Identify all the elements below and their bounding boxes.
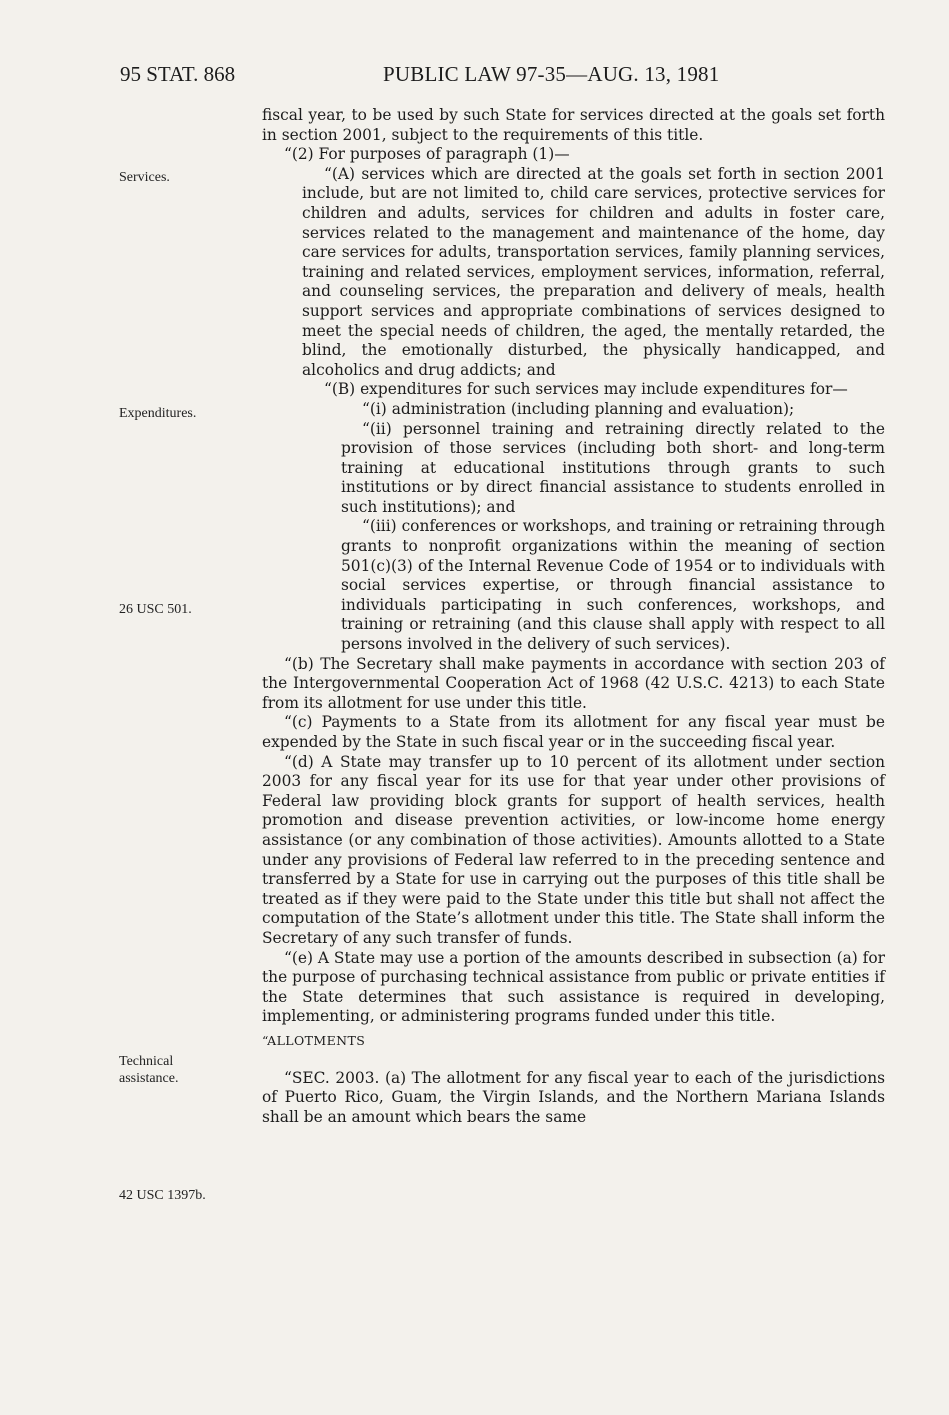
clause-ii: “(ii) personnel training and retraining directly related to the provision of those services (including both short- and long-term training at educational institutions through grants to such institutions or by direct financial assistance to students enrolled in such institutions); and	[341, 419, 885, 516]
page-header	[0, 62, 949, 92]
law-title: PUBLIC LAW 97-35—AUG. 13, 1981	[383, 62, 720, 86]
subparagraph-a: “(A) services which are directed at the goals set forth in section 2001 include, but are not limited to, child care services, protective services for children and adults, services for children and adults in foster care, services related to the management and maintenance of the home, day care services for adults, transportation services, family planning services, training and related services, employment services, information, referral, and counseling services, the preparation and delivery of meals, health support services and appropriate combinations of services designed to meet the special needs of children, the aged, the mentally retarded, the blind, the emotionally disturbed, the physically handicapped, and alcoholics and drug addicts; and	[302, 164, 885, 379]
margin-note-usc-501: 26 USC 501.	[119, 602, 192, 617]
paragraph-2: “(2) For purposes of paragraph (1)—	[284, 145, 570, 164]
margin-note-services: Services.	[119, 170, 170, 185]
subsection-d: “(d) A State may transfer up to 10 percent of its allotment under section 2003 for any fiscal year for its use for that year under other provisions of Federal law providing block grants for support of health services, health promotion and disease prevention activities, or low-income home energy assistance (or any combination of those activities). Amounts allotted to a State under any provisions of Federal law referred to in the preceding sentence and transferred by a State for use in carrying out the purposes of this title shall be treated as if they were paid to the State under this title but shall not affect the computation of the State’s allotment under this title. The State shall inform the Secretary of any such transfer of funds.	[262, 752, 885, 947]
stat-citation: 95 STAT. 868	[120, 62, 236, 86]
subparagraph-b: “(B) expenditures for such services may include expenditures for—	[324, 380, 848, 399]
subsection-b: “(b) The Secretary shall make payments in accordance with section 203 of the Intergovernmental Cooperation Act of 1968 (42 U.S.C. 4213) to each State from its allotment for use under this title.	[262, 654, 885, 712]
subsection-c: “(c) Payments to a State from its allotment for any fiscal year must be expended by the State in such fiscal year or in the succeeding fiscal year.	[262, 713, 885, 751]
margin-note-assistance: assistance.	[119, 1071, 179, 1086]
clause-iii: “(iii) conferences or workshops, and training or retraining through grants to nonprofit organizations within the meaning of section 501(c)(3) of the Internal Revenue Code of 1954 or to individuals with social services expertise, or through financial assistance to individuals participating in such conferences, workshops, and training or retraining (and this clause shall apply with respect to all persons involved in the delivery of such services).	[341, 517, 885, 654]
margin-note-usc-1397b: 42 USC 1397b.	[119, 1188, 206, 1203]
section-2003: “SEC. 2003. (a) The allotment for any fiscal year to each of the jurisdictions of Puerto Rico, Guam, the Virgin Islands, and the Northern Mariana Islands shall be an amount which bears the same	[262, 1068, 885, 1126]
section-heading-allotments: “ALLOTMENTS	[262, 1032, 366, 1048]
paragraph-continuation: fiscal year, to be used by such State for services directed at the goals set forth in section 2001, subject to the requirements of this title.	[262, 106, 885, 144]
margin-note-expenditures: Expenditures.	[119, 406, 197, 421]
clause-i: “(i) administration (including planning and evaluation);	[362, 399, 795, 418]
statute-body	[262, 106, 885, 1127]
subsection-e: “(e) A State may use a portion of the amounts described in subsection (a) for the purpose of purchasing technical assistance from public or private entities if the State determines that such assistance is required in developing, implementing, or administering programs funded under this title.	[262, 948, 885, 1026]
margin-note-technical: Technical	[119, 1054, 174, 1069]
